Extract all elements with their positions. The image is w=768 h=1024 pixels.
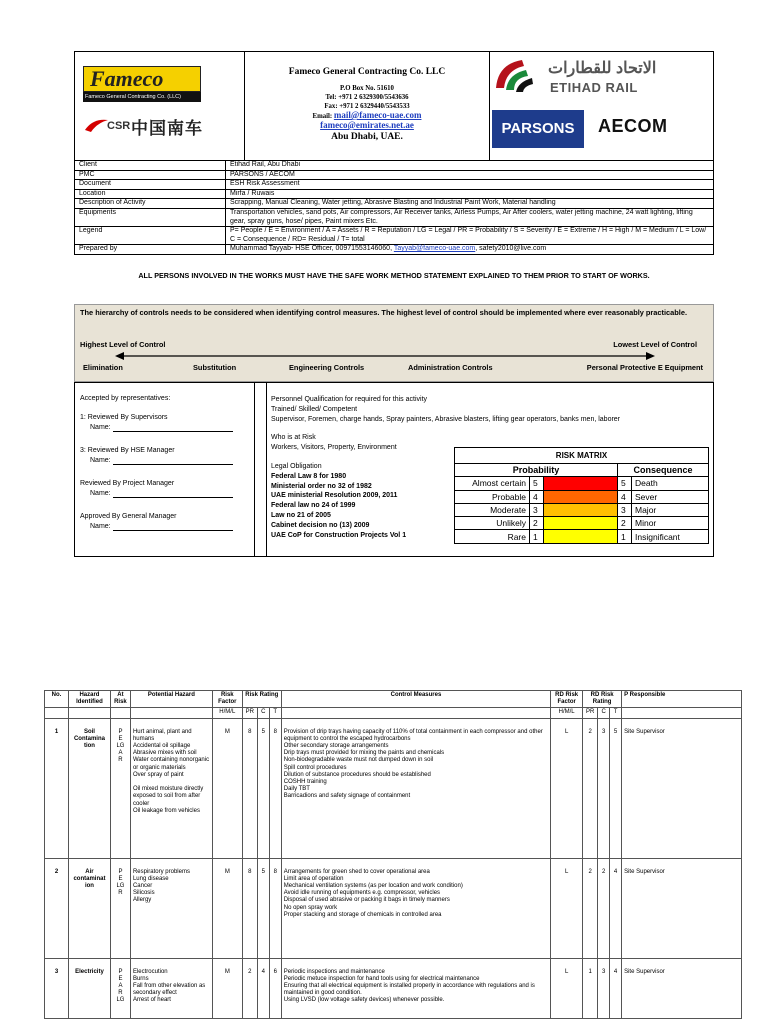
probability-header: Probability	[455, 464, 618, 477]
legal-item: Cabinet decision no (13) 2009	[271, 521, 370, 529]
consequence-number: 1	[618, 530, 632, 543]
signoff-role: Approved By General Manager	[80, 513, 177, 520]
hazard-responsible: Site Supervisor	[622, 858, 742, 958]
hazard-control-measures: Provision of drip trays having capacity of 110% of total containment in each compressor and other equipment to control the escaped hydrocarbons Other secondary storage arrangements Drip trays must provided for mixing the paints and chemicals Non-biodegradable waste must not dumped down in soil Spill control procedures Dilution of substance procedures should be established COSHH training Daily TBT Barricadions and safety signage of containment	[281, 718, 550, 858]
info-key: Equipments	[75, 208, 226, 226]
risk-matrix	[454, 447, 709, 544]
level-ppe: Personal Protective E Equipment	[586, 363, 703, 372]
lowest-level-label: Lowest Level of Control	[613, 340, 697, 349]
preparer-alt-email: , safety2010@live.com	[475, 245, 547, 253]
signature-field[interactable]	[113, 523, 233, 531]
contractor-logos	[75, 52, 245, 160]
hazard-number: 3	[45, 958, 69, 1018]
legal-item: Federal law no 24 of 1999	[271, 502, 356, 510]
risk-color-cell	[544, 530, 618, 543]
csr-swoosh-icon	[83, 116, 109, 136]
hazard-row	[45, 858, 742, 958]
risk-assessment-body	[45, 718, 742, 1018]
sub-c: C	[257, 708, 269, 718]
signoff-name-line	[80, 456, 254, 466]
probability-label: Moderate	[455, 503, 530, 516]
project-info-table	[74, 160, 714, 255]
col-risk-rating: Risk Rating	[242, 691, 281, 708]
risk-matrix-row	[455, 490, 709, 503]
parsons-logo: PARSONS	[492, 110, 584, 148]
info-row	[75, 189, 714, 199]
col-hazard: Hazard Identified	[68, 691, 110, 708]
who-at-risk-title: Who is at Risk	[271, 434, 316, 442]
hazard-control-measures: Arrangements for green shed to cover operational area Limit area of operation Mechanical ventilation systems (as per location and work condition) Avoid idle running of equipments e.g. compressor, vehicles Disposal of used abrasive or packing it bags in timely manners No open spray work Proper stacking and storage of chemicals in controlled area	[281, 858, 550, 958]
info-row	[75, 227, 714, 245]
info-key: Document	[75, 180, 226, 190]
company-name: Fameco General Contracting Co. LLC	[288, 67, 446, 77]
hazard-rd-factor: L	[551, 718, 583, 858]
risk-color-cell	[544, 490, 618, 503]
sub-rd-pr: PR	[583, 708, 598, 718]
info-value: ESH Risk Assessment	[226, 180, 714, 190]
signoff-name-label: Name:	[90, 423, 111, 431]
po-box: P.O Box No. 51610	[340, 85, 394, 92]
consequence-number: 3	[618, 503, 632, 516]
probability-label: Probable	[455, 490, 530, 503]
col-control-measures: Control Measures	[281, 691, 550, 708]
hazard-number: 2	[45, 858, 69, 958]
info-row-prepared	[75, 245, 714, 255]
col-rd-risk-rating: RD Risk Rating	[583, 691, 622, 708]
hierarchy-description: The hierarchy of controls needs to be considered when identifying control measures. The highest level of control should be implemented where ever reasonably practicable.	[80, 308, 687, 317]
etihad-rail-english: ETIHAD RAIL	[550, 80, 638, 95]
signoff-item	[80, 479, 254, 498]
hierarchy-arrow-icon	[115, 351, 655, 361]
info-key: Description of Activity	[75, 199, 226, 209]
risk-color-cell	[544, 503, 618, 516]
info-value: PARSONS / AECOM	[226, 170, 714, 180]
probability-label: Rare	[455, 530, 530, 543]
column-divider	[266, 382, 267, 557]
info-key: Legend	[75, 227, 226, 245]
info-value	[226, 245, 714, 255]
personnel-competence: Trained/ Skilled/ Competent	[271, 405, 358, 413]
hazard-potential: Electrocution Burns Fall from other elevation as secondary effect Arrest of heart	[130, 958, 212, 1018]
client-logos	[490, 52, 714, 160]
etihad-rail-emblem-icon	[492, 56, 536, 96]
company-info	[245, 52, 490, 160]
hazard-row	[45, 718, 742, 858]
hazard-c: 4	[257, 958, 269, 1018]
legal-item: UAE ministerial Resolution 2009, 2011	[271, 492, 398, 500]
col-risk-factor: Risk Factor	[212, 691, 242, 708]
signoff-name-line	[80, 423, 254, 433]
hazard-risk-factor: M	[212, 718, 242, 858]
personnel-title: Personnel Qualification for required for this activity	[271, 396, 428, 403]
info-key: PMC	[75, 170, 226, 180]
info-row	[75, 199, 714, 209]
info-row	[75, 161, 714, 171]
hazard-rd-t: 5	[610, 718, 622, 858]
level-substitution: Substitution	[193, 363, 237, 372]
sub-rd-c: C	[598, 708, 610, 718]
telephone: Tel: +971 2 6329300/5543636	[325, 94, 409, 101]
hazard-rd-c: 2	[598, 858, 610, 958]
col-at-risk: At Risk	[110, 691, 130, 708]
hazard-responsible: Site Supervisor	[622, 718, 742, 858]
sub-pr: PR	[242, 708, 257, 718]
signoff-item	[80, 446, 254, 465]
signature-field[interactable]	[113, 424, 233, 432]
info-key: Location	[75, 189, 226, 199]
highest-level-label: Highest Level of Control	[80, 340, 166, 349]
csr-text: CSR	[107, 120, 131, 132]
probability-label: Almost certain	[455, 477, 530, 490]
hazard-at-risk: P E A R LG	[110, 958, 130, 1018]
legal-item: Ministerial order no 32 of 1982	[271, 482, 372, 490]
signoff-name-label: Name:	[90, 522, 111, 530]
probability-number: 5	[530, 477, 544, 490]
hazard-pr: 8	[242, 858, 257, 958]
signoff-role: 3: Reviewed By HSE Manager	[80, 447, 175, 454]
legal-item: UAE CoP for Construction Projects Vol 1	[271, 531, 407, 539]
signature-field[interactable]	[113, 457, 233, 465]
hazard-at-risk: P E LG R	[110, 858, 130, 958]
risk-matrix-row	[455, 530, 709, 543]
info-value: P= People / E = Environment / A = Assets / R = Reputation / LG = Legal / PR = Probability / S = Severity / E = Extreme / H = High / M = Medium / L = Low/ C = Consequence / RD= Residual / T= total	[226, 227, 714, 245]
info-value: Transportation vehicles, sand pots, Air compressors, Air Receiver tanks, Airless Pumps, Air After coolers, water jetting machine, 24 watt lighting, lifting gear, spray guns, hose/ pipes, Paint mixers Etc.	[226, 208, 714, 226]
hazard-rd-c: 3	[598, 718, 610, 858]
hazard-t: 6	[269, 958, 281, 1018]
probability-number: 2	[530, 517, 544, 530]
risk-color-cell	[544, 517, 618, 530]
risk-color-cell	[544, 477, 618, 490]
fax: Fax: +971 2 6329440/5543533	[324, 103, 410, 110]
hazard-rd-factor: L	[551, 958, 583, 1018]
probability-number: 3	[530, 503, 544, 516]
sub-rd-hml: H/M/L	[551, 708, 583, 718]
signoff-role: Reviewed By Project Manager	[80, 480, 175, 487]
probability-number: 1	[530, 530, 544, 543]
etihad-rail-arabic: الاتحاد للقطارات	[548, 60, 657, 77]
level-administration-controls: Administration Controls	[408, 363, 493, 372]
legal-item: Federal Law 8 for 1980	[271, 472, 347, 480]
who-at-risk: Workers, Visitors, Property, Environment	[271, 444, 397, 452]
acceptance-title: Accepted by representatives:	[80, 395, 171, 402]
hazard-name: Air contaminat ion	[68, 858, 110, 958]
hazard-c: 5	[257, 718, 269, 858]
csr-logo	[83, 114, 243, 136]
hazard-t: 8	[269, 858, 281, 958]
hazard-rd-factor: L	[551, 858, 583, 958]
fameco-logo-text: Fameco	[83, 66, 201, 92]
col-potential-hazard: Potential Hazard	[130, 691, 212, 708]
consequence-header: Consequence	[618, 464, 709, 477]
consequence-number: 5	[618, 477, 632, 490]
consequence-label: Insignificant	[632, 530, 709, 543]
hazard-potential: Respiratory problems Lung disease Cancer Silicosis Allergy	[130, 858, 212, 958]
hazard-risk-factor: M	[212, 858, 242, 958]
lower-divider	[255, 383, 256, 556]
hazard-rd-t: 4	[610, 858, 622, 958]
info-row	[75, 208, 714, 226]
hazard-number: 1	[45, 718, 69, 858]
risk-matrix-title: RISK MATRIX	[455, 448, 709, 464]
col-no: No.	[45, 691, 69, 708]
hazard-rd-t: 4	[610, 958, 622, 1018]
consequence-number: 4	[618, 490, 632, 503]
preparer-email-link[interactable]: Tayyab@fameco-uae.com	[393, 245, 476, 253]
probability-number: 4	[530, 490, 544, 503]
hazard-rd-pr: 2	[583, 858, 598, 958]
email-label: Email:	[312, 113, 333, 120]
signoff-role: 1: Reviewed By Supervisors	[80, 414, 168, 421]
hazard-rd-c: 3	[598, 958, 610, 1018]
level-engineering-controls: Engineering Controls	[289, 363, 365, 372]
signoff-item	[80, 413, 254, 432]
project-info-body	[75, 161, 714, 255]
hazard-responsible: Site Supervisor	[622, 958, 742, 1018]
consequence-number: 2	[618, 517, 632, 530]
hazard-pr: 8	[242, 718, 257, 858]
signoff-name-label: Name:	[90, 456, 111, 464]
consequence-label: Death	[632, 477, 709, 490]
acceptance-panel	[75, 383, 255, 556]
safety-warning: ALL PERSONS INVOLVED IN THE WORKS MUST HAVE THE SAFE WORK METHOD STATEMENT EXPLAINED TO THEM PRIOR TO START OF WORKS.	[138, 271, 650, 280]
hazard-pr: 2	[242, 958, 257, 1018]
hazard-risk-factor: M	[212, 958, 242, 1018]
risk-matrix-row	[455, 517, 709, 530]
hazard-at-risk: P E LG A R	[110, 718, 130, 858]
sub-hml: H/M/L	[212, 708, 242, 718]
hazard-row	[45, 958, 742, 1018]
document-header	[74, 51, 714, 161]
email-link-primary[interactable]: mail@fameco-uae.com	[333, 110, 422, 120]
info-row	[75, 170, 714, 180]
info-value: Scrapping, Manual Cleaning, Water jetting, Abrasive Blasting and Industrial Paint Work, Material handling	[226, 199, 714, 209]
hazard-potential: Hurt animal, plant and humans Accidental oil spillage Abrasive mixes with soil Water containing nonorganic or organic materials Over spray of paint Oil mixed moisture directly exposed to soil from after cooler Oil leakage from vehicles	[130, 718, 212, 858]
info-value: Etihad Rail, Abu Dhabi	[226, 161, 714, 171]
signoff-name-line	[80, 522, 254, 532]
col-responsible: P Responsible	[622, 691, 742, 708]
legal-item: Law no 21 of 2005	[271, 511, 331, 519]
col-rd-risk-factor: RD Risk Factor	[551, 691, 583, 708]
hazard-rd-pr: 1	[583, 958, 598, 1018]
legal-obligation-title: Legal Obligation	[271, 462, 322, 470]
fameco-logo	[83, 66, 201, 103]
aecom-logo: AECOM	[598, 116, 668, 136]
info-value: Mirfa / Ruwais	[226, 189, 714, 199]
signoff-item	[80, 512, 254, 531]
risk-assessment-table	[44, 690, 742, 1019]
hazard-name: Electricity	[68, 958, 110, 1018]
risk-matrix-row	[455, 477, 709, 490]
hazard-rd-pr: 2	[583, 718, 598, 858]
hazard-control-measures: Periodic inspections and maintenance Periodic metuce inspection for hand tools using for electrical maintenance Ensuring that all electrical equipment is installed properly in accordance with regulations and is maintained in good condition. Using LVSD (low voltage safety devices) whenever possible.	[281, 958, 550, 1018]
consequence-label: Minor	[632, 517, 709, 530]
info-key: Prepared by	[75, 245, 226, 255]
signature-field[interactable]	[113, 490, 233, 498]
hierarchy-of-controls	[74, 304, 714, 382]
probability-label: Unlikely	[455, 517, 530, 530]
risk-matrix-row	[455, 503, 709, 516]
email-link-secondary[interactable]: fameco@emirates.net.ae	[320, 120, 414, 130]
csr-chinese-name: 中国南车	[131, 119, 203, 138]
acceptance-list	[80, 413, 254, 531]
preparer-name: Muhammad Tayyab- HSE Officer, 00971553146060,	[230, 245, 393, 253]
hazard-t: 8	[269, 718, 281, 858]
etihad-rail-logo	[492, 56, 712, 100]
signoff-name-line	[80, 489, 254, 499]
info-key: Client	[75, 161, 226, 171]
sub-t: T	[269, 708, 281, 718]
signoff-name-label: Name:	[90, 489, 111, 497]
sub-rd-t: T	[610, 708, 622, 718]
level-elimination: Elimination	[83, 363, 123, 372]
info-row	[75, 180, 714, 190]
consequence-label: Major	[632, 503, 709, 516]
personnel-roles: Supervisor, Foremen, charge hands, Spray painters, Abrasive blasters, lifting gear operators, banks men, laborer	[271, 415, 621, 423]
hazard-c: 5	[257, 858, 269, 958]
consequence-label: Sever	[632, 490, 709, 503]
hazard-name: Soil Contamina tion	[68, 718, 110, 858]
company-city: Abu Dhabi, UAE.	[331, 132, 403, 142]
fameco-logo-subtitle: Fameco General Contracting Co. (LLC)	[83, 92, 201, 102]
risk-matrix-body	[455, 477, 709, 543]
